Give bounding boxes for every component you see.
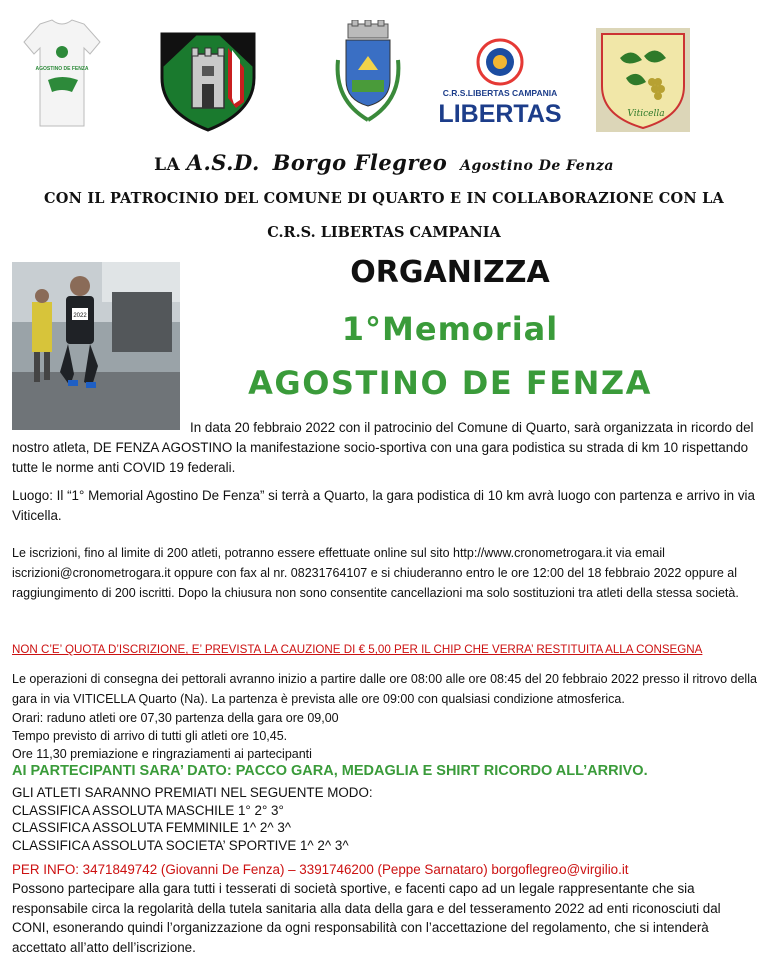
contact-info: PER INFO: 3471849742 (Giovanni De Fenza) – 3391746200 (Peppe Sarnataro) borgoflegreo@virgilio.it [12,862,629,877]
list-item: CLASSIFICA ASSOLUTA MASCHILE 1° 2° 3° [12,802,284,818]
intro-paragraph: In data 20 febbraio 2022 con il patrocinio del Comune di Quarto, sarà organizzata in ricordo del nostro atleta, DE FENZA AGOSTINO la manifestazione socio-sportiva con una gara podistica su strada di km 10 rispettando tutte le norme anti COVID 19 federali. [12,420,754,475]
schedule-line: Orari: raduno atleti ore 07,30 partenza della gara ore 09,00 [12,711,339,725]
eligibility-paragraph: Possono partecipare alla gara tutti i tesserati di società sportive, e facenti capo ad un legale rappresentante che sia responsabile circa la regolarità della tutela sanitaria alla data della gara e del tesseramento 2022 ad enti riconosciuti dal CONI, esonerando quindi l’organizzazione da ogni responsabilità con l’accettazione del regolamento, che si intenderà accettato all’atto dell’iscrizione. [12,881,721,955]
prize-list [12,784,373,854]
header-asd: A.S.D. [186,150,260,175]
header-suffix: Agostino De Fenza [460,158,614,174]
libertas-wordmark: LIBERTAS [438,100,562,128]
partner-line: C.R.S. LIBERTAS CAMPANIA [267,224,501,241]
schedule-line: Ore 11,30 premiazione e ringraziamenti ai partecipanti [12,747,312,761]
bib-pickup-paragraph: Le operazioni di consegna dei pettorali avranno inizio a partire dalle ore 08:00 alle ore 08:45 del 20 febbraio 2022 presso il ritrovo della gara in via VITICELLA Quarto (Na). La partenza è prevista alle ore 09:00 con qualsiasi condizione atmosferica. [12,672,757,706]
viticella-logo [596,28,690,132]
fee-notice: NON C’E’ QUOTA D’ISCRIZIONE, E’ PREVISTA LA CAUZIONE DI € 5,00 PER IL CHIP CHE VERRA’ RESTITUITA ALLA CONSEGNA [12,643,703,656]
runner-bib: 2022 [73,313,87,319]
list-item: GLI ATLETI SARANNO PREMIATI NEL SEGUENTE MODO: [12,785,373,800]
schedule-line: Tempo previsto di arrivo di tutti gli atleti ore 10,45. [12,729,288,743]
list-item: CLASSIFICA ASSOLUTA FEMMINILE 1^ 2^ 3^ [12,820,292,835]
libertas-logo [436,32,564,128]
patronage-line: CON IL PATROCINIO DEL COMUNE DI QUARTO E IN COLLABORAZIONE CON LA [44,190,724,207]
runner-photo [12,262,180,430]
registration-paragraph: Le iscrizioni, fino al limite di 200 atleti, potranno essere effettuate online sul sito http://www.cronometrogara.it via email iscrizioni@cronometrogara.it oppure con fax al nr. 08231764107 e si chiuderanno entro le ore 12:00 del 18 febbraio 2022 oppure al raggiungimento di 200 iscritti. Dopo la chiusura non sono consentite cancellazioni ma solo sostituzioni tra atleti della stessa società. [12,546,739,600]
header-club-name: Borgo Flegreo [272,150,448,175]
organizza-title: ORGANIZZA [350,255,550,290]
shirt-text: AGOSTINO DE FENZA [35,66,89,72]
location-paragraph: Luogo: Il “1° Memorial Agostino De Fenza” si terrà a Quarto, la gara podistica di 10 km avrà luogo con partenza e arrivo in via Viticella. [12,488,755,523]
honoree-title: AGOSTINO DE FENZA [248,364,652,402]
comune-quarto-crest-logo [330,20,406,128]
list-item: CLASSIFICA ASSOLUTA SOCIETA’ SPORTIVE 1^ 2^ 3^ [12,837,349,853]
header-prefix: LA [154,155,187,175]
schedule [12,709,760,763]
organizer-header [0,150,768,175]
viticella-text: Viticella [627,109,665,119]
libertas-subtitle: C.R.S.LIBERTAS CAMPANIA [442,88,558,98]
event-shirt-logo [22,18,102,130]
participant-gifts-headline: AI PARTECIPANTI SARA’ DATO: PACCO GARA, MEDAGLIA E SHIRT RICORDO ALL’ARRIVO. [12,763,648,779]
borgo-flegreo-shield-logo [158,28,258,132]
memorial-title: 1°Memorial [341,310,559,348]
logo-row [0,14,768,134]
